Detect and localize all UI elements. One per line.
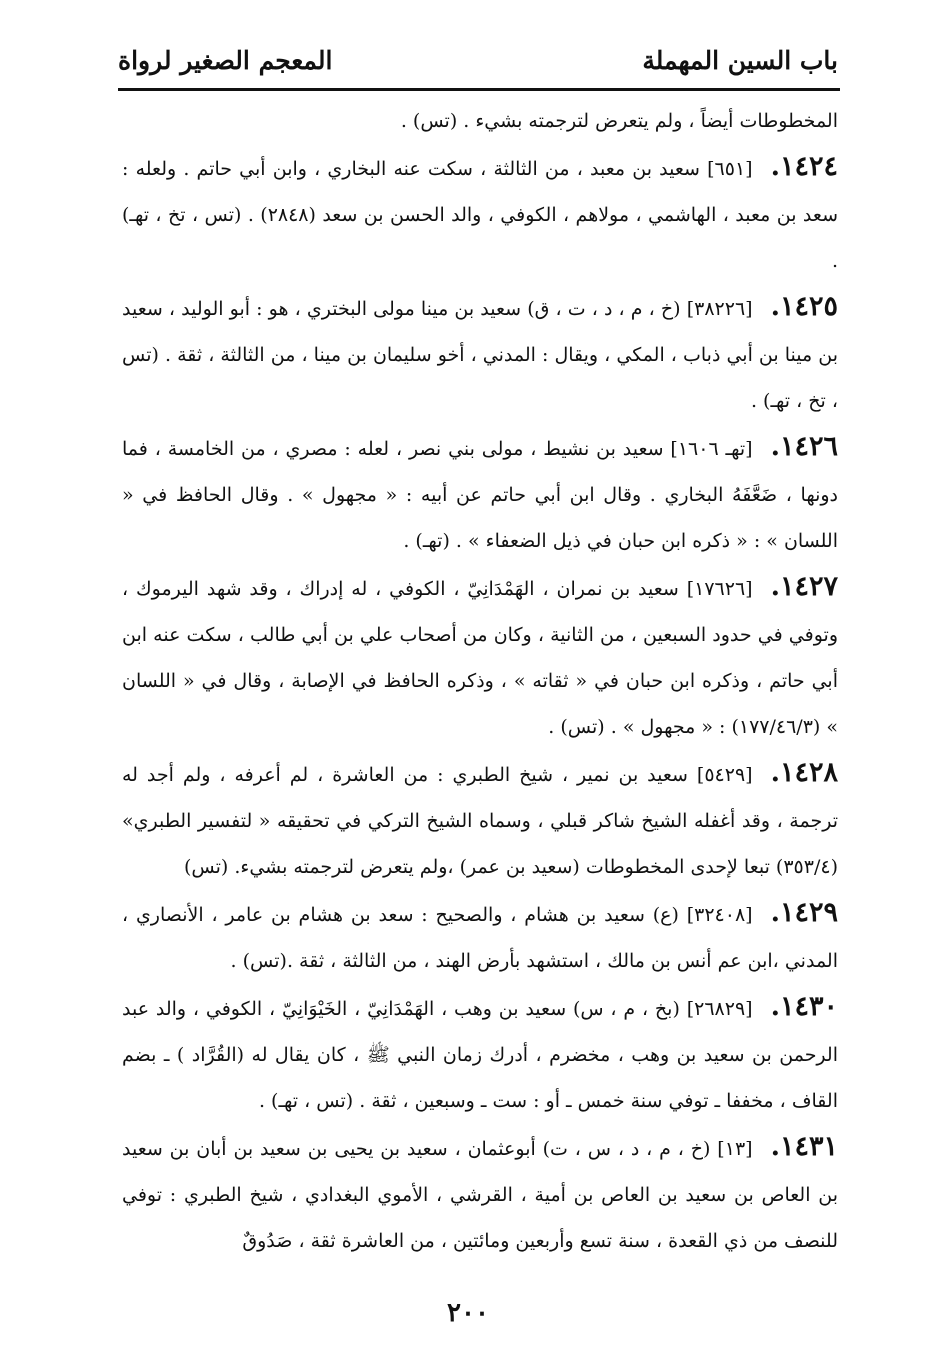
entry-text: [٥٤٢٩] سعيد بن نمير ، شيخ الطبري : من العاشرة ، لم أعرفه ، ولم أجد له ترجمة ، وقد أغفله الشيخ شاكر قبلي ، وسماه الشيخ التركي في تحقيقه « لتفسير الطبري» (٣٥٣/٤) تبعا لإحدى المخطوطات (سعيد بن عمر) ،ولم يتعرض لترجمته بشيء. (تس) xyxy=(122,764,838,878)
continuation-text: المخطوطات أيضاً ، ولم يتعرض لترجمته بشيء . (تس) . xyxy=(400,110,838,132)
entry-1430 xyxy=(122,984,838,1124)
entry-text: [٢٦٨٢٩] (بخ ، م ، س) سعيد بن وهب ، الهَمْدَانِيّ ، الخَيْوَانِيّ ، الكوفي ، والد عبد الرحمن بن سعيد بن وهب ، مخضرم ، أدرك زمان النبي ﷺ ، كان يقال له (القُرَّاد ) ـ بضم القاف ، مخففا ـ توفي سنة خمس ـ أو : ست ـ وسبعين ، ثقة . (تس ، تهـ) . xyxy=(122,998,838,1112)
entry-number: ١٤٢٩. xyxy=(770,897,838,928)
header-rule xyxy=(118,88,840,91)
entry-text: [١٧٦٢٦] سعيد بن نمران ، الهَمْدَانِيّ ، الكوفي ، له إدراك ، وقد شهد اليرموك ، وتوفي في حدود السبعين ، من الثانية ، وكان من أصحاب علي بن أبي طالب ، سكت عنه ابن أبي حاتم ، وذكره ابن حبان في « ثقاته » ، وذكره الحافظ في الإصابة ، وقال في « اللسان » (١٧٧/٤٦/٣) : « مجهول » . (تس) . xyxy=(122,578,838,738)
entry-number: ١٤٣٠. xyxy=(770,991,838,1022)
running-header xyxy=(118,42,838,82)
entry-text: [٣٨٢٢٦] (خ ، م ، د ، ت ، ق) سعيد بن مينا مولى البختري ، هو : أبو الوليد ، سعيد بن مينا بن أبي ذباب ، المكي ، ويقال : المدني ، أخو سليمان بن مينا ، من الثالثة ، ثقة . (تس ، تخ ، تهـ) . xyxy=(122,298,838,412)
entry-text: [٣٢٤٠٨] (ع) سعيد بن هشام ، والصحيح : سعد بن هشام بن عامر ، الأنصاري ، المدني ،ابن عم أنس بن مالك ، استشهد بأرض الهند ، من الثالثة ، ثقة .(تس) . xyxy=(122,904,838,972)
entry-1424 xyxy=(122,144,838,284)
page-number: ٢٠٠ xyxy=(447,1298,489,1328)
entry-1427 xyxy=(122,564,838,750)
entry-number: ١٤٢٧. xyxy=(770,571,838,602)
entry-number: ١٤٣١. xyxy=(770,1131,838,1162)
entry-1428 xyxy=(122,750,838,890)
entry-text: [١٣] (خ ، م ، د ، س ، ت) أبوعثمان ، سعيد بن يحيى بن سعيد بن أبان بن سعيد بن العاص بن سعيد بن العاص بن أمية ، القرشي ، الأموي البغدادي ، شيخ الطبري : توفي للنصف من ذي القعدة ، سنة تسع وأربعين ومائتين ، من العاشرة ثقة ، صَدُوقٌ xyxy=(122,1138,838,1252)
entry-1425 xyxy=(122,284,838,424)
entry-text: [٦٥١] سعيد بن معبد ، من الثالثة ، سكت عنه البخاري ، وابن أبي حاتم . ولعله : سعد بن معبد ، الهاشمي ، مولاهم ، الكوفي ، والد الحسن بن سعد (٢٨٤٨) . (تس ، تخ ، تهـ) . xyxy=(122,158,838,272)
entry-number: ١٤٢٨. xyxy=(770,757,838,788)
entry-number: ١٤٢٤. xyxy=(770,151,838,182)
entry-text: [تهـ ١٦٠٦] سعيد بن نشيط ، مولى بني نصر ، لعله : مصري ، من الخامسة ، فما دونها ، ضَعَّفَهُ البخاري . وقال ابن أبي حاتم عن أبيه : « مجهول » . وقال الحافظ في « اللسان » : « ذكره ابن حبان في ذيل الضعفاء » . (تهـ) . xyxy=(122,438,838,552)
entry-1426 xyxy=(122,424,838,564)
entry-1431 xyxy=(122,1124,838,1264)
book-title: المعجم الصغير لرواة xyxy=(118,46,333,75)
page-body xyxy=(122,98,838,1264)
chapter-title: باب السين المهملة xyxy=(642,46,838,75)
entry-number: ١٤٢٥. xyxy=(770,291,838,322)
entry-number: ١٤٢٦. xyxy=(770,431,838,462)
entry-1429 xyxy=(122,890,838,984)
